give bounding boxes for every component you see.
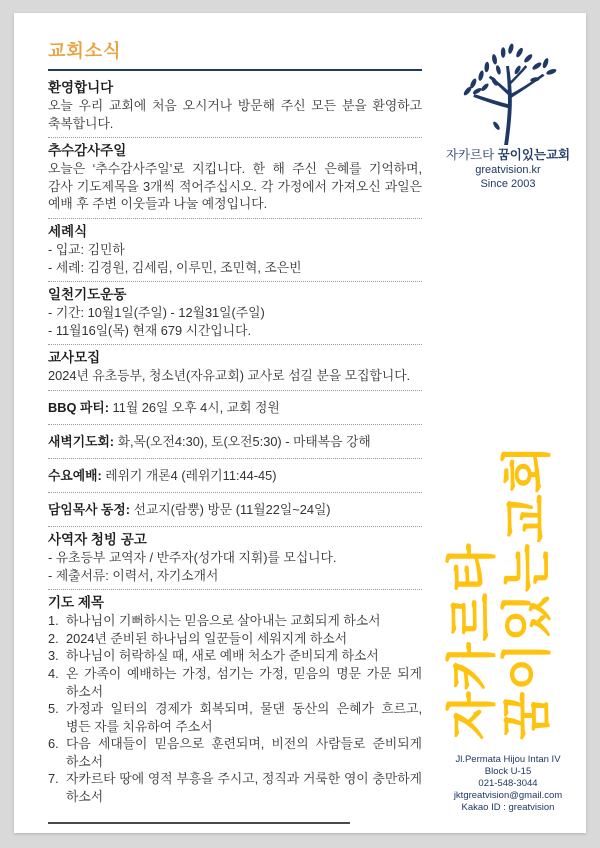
prayer-text: 하나님이 허락하실 때, 새로 예배 처소가 준비되게 하소서 (66, 648, 379, 664)
section-baptism (48, 219, 422, 281)
section-heading: 추수감사주일 (48, 143, 127, 159)
logo-name: 꿈이있는교회 (497, 148, 571, 162)
section-heading: 기도 제목 (48, 595, 104, 611)
bulletin-page (14, 13, 586, 833)
row-text: 선교지(람뿡) 방문 (11월22일~24일) (133, 501, 331, 517)
contact-kakao-id: Kakao ID : greatvision (461, 802, 555, 813)
section-teacher-recruit (48, 345, 422, 390)
prayer-text: 온 가족이 예배하는 가정, 섬기는 가정, 믿음의 명문 가문 되게 하소서 (66, 665, 422, 699)
section-line: - 기간: 10월1일(주일) - 12월31일(주일) (48, 305, 265, 321)
prayer-number: 7. (48, 771, 59, 787)
prayer-text: 가정과 일터의 경제가 회복되며, 물댄 동산의 은혜가 흐르고, 병든 자를 치유하여 주소서 (66, 701, 422, 734)
section-heading: 환영합니다 (48, 80, 114, 95)
row-pastor-news (48, 493, 422, 526)
section-thanksgiving (48, 138, 422, 218)
section-heading: 세례식 (48, 223, 88, 239)
section-line: - 유초등부 교역자 / 반주자(성가대 지휘)를 모십니다. (48, 549, 337, 565)
prayer-item (48, 647, 422, 665)
page-title: 교회소식 (48, 41, 122, 61)
section-heading: 교사모집 (48, 350, 101, 366)
section-prayer-movement (48, 282, 422, 344)
section-staff-recruit (48, 527, 422, 589)
logo-city: 자카르타 (445, 148, 495, 162)
section-prayer-topics (48, 590, 422, 811)
logo-website: greatvision.kr (475, 164, 541, 176)
prayer-item (48, 770, 422, 805)
row-label: 새벽기도회: (48, 433, 115, 449)
contact-phone: 021-548-3044 (478, 778, 538, 789)
contact-info (420, 754, 596, 814)
vertical-church-banner (445, 410, 557, 740)
prayer-item (48, 630, 422, 648)
bottom-rule (48, 822, 350, 824)
logo-since: Since 2003 (480, 178, 536, 190)
section-line: - 제출서류: 이력서, 자기소개서 (48, 567, 219, 583)
row-label: 수요예배: (48, 467, 102, 483)
prayer-number: 6. (48, 736, 59, 752)
section-line: - 입교: 김민하 (48, 241, 125, 257)
row-label: 담임목사 동정: (48, 501, 130, 517)
title-underline (48, 69, 422, 71)
prayer-number: 3. (48, 648, 59, 664)
section-heading: 일천기도운동 (48, 287, 127, 303)
prayer-text: 2024년 준비된 하나님의 일꾼들이 세워지게 하소서 (66, 630, 348, 646)
row-bbq-party (48, 391, 422, 424)
row-dawn-prayer (48, 425, 422, 458)
prayer-number: 2. (48, 630, 59, 646)
prayer-number: 5. (48, 701, 59, 717)
prayer-item (48, 665, 422, 700)
section-line: - 11월16일(목) 현재 679 시간입니다. (48, 322, 252, 338)
prayer-item (48, 700, 422, 735)
tree-logo-icon (450, 41, 566, 145)
section-line: - 세례: 김경원, 김세림, 이루민, 조민혁, 조은빈 (48, 259, 302, 275)
logo-church-name (424, 147, 592, 163)
row-label: BBQ 파티: (48, 399, 109, 415)
prayer-text: 하나님이 기뻐하시는 믿음으로 살아내는 교회되게 하소서 (66, 613, 381, 629)
banner-line-city: 자카르타 (444, 542, 500, 740)
banner-line-name: 꿈이있는교회 (499, 444, 555, 740)
contact-address-line1: Jl.Permata Hijou Intan IV (455, 754, 561, 765)
content-column (48, 37, 422, 824)
contact-address-line2: Block U-15 (484, 766, 532, 777)
section-heading: 사역자 청빙 공고 (48, 531, 147, 547)
row-text: 레위기 개론4 (레위기11:44-45) (105, 467, 277, 483)
prayer-text: 자카르타 땅에 영적 부흥을 주시고, 정직과 거룩한 영이 충만하게 하소서 (66, 771, 422, 805)
section-body: 오늘은 ‘추수감사주일’로 지킵니다. 한 해 주신 은혜를 기억하며, 감사 기도제목을 3개씩 적어주십시오. 각 가정에서 가져오신 과일은 예배 후 주변 이웃들과 나눌 예정입니다. (48, 161, 422, 212)
row-text: 11월 26일 오후 4시, 교회 정원 (112, 399, 280, 415)
prayer-number: 4. (48, 665, 59, 681)
section-welcome (48, 75, 422, 137)
prayer-text: 다음 세대들이 믿음으로 훈련되며, 비전의 사람들로 준비되게 하소서 (66, 736, 422, 769)
prayer-number: 1. (48, 613, 59, 629)
row-wednesday-service (48, 459, 422, 492)
contact-email: jktgreatvision@gmail.com (453, 790, 563, 801)
church-logo (424, 41, 592, 191)
prayer-item (48, 612, 422, 630)
section-body: 2024년 유초등부, 청소년(자유교회) 교사로 섬길 분을 모집합니다. (48, 368, 411, 384)
row-text: 화,목(오전4:30), 토(오전5:30) - 마태복음 강해 (117, 433, 371, 449)
section-body: 오늘 우리 교회에 처음 오시거나 방문해 주신 모든 분을 환영하고 축복합니다. (48, 98, 422, 131)
prayer-item (48, 735, 422, 770)
